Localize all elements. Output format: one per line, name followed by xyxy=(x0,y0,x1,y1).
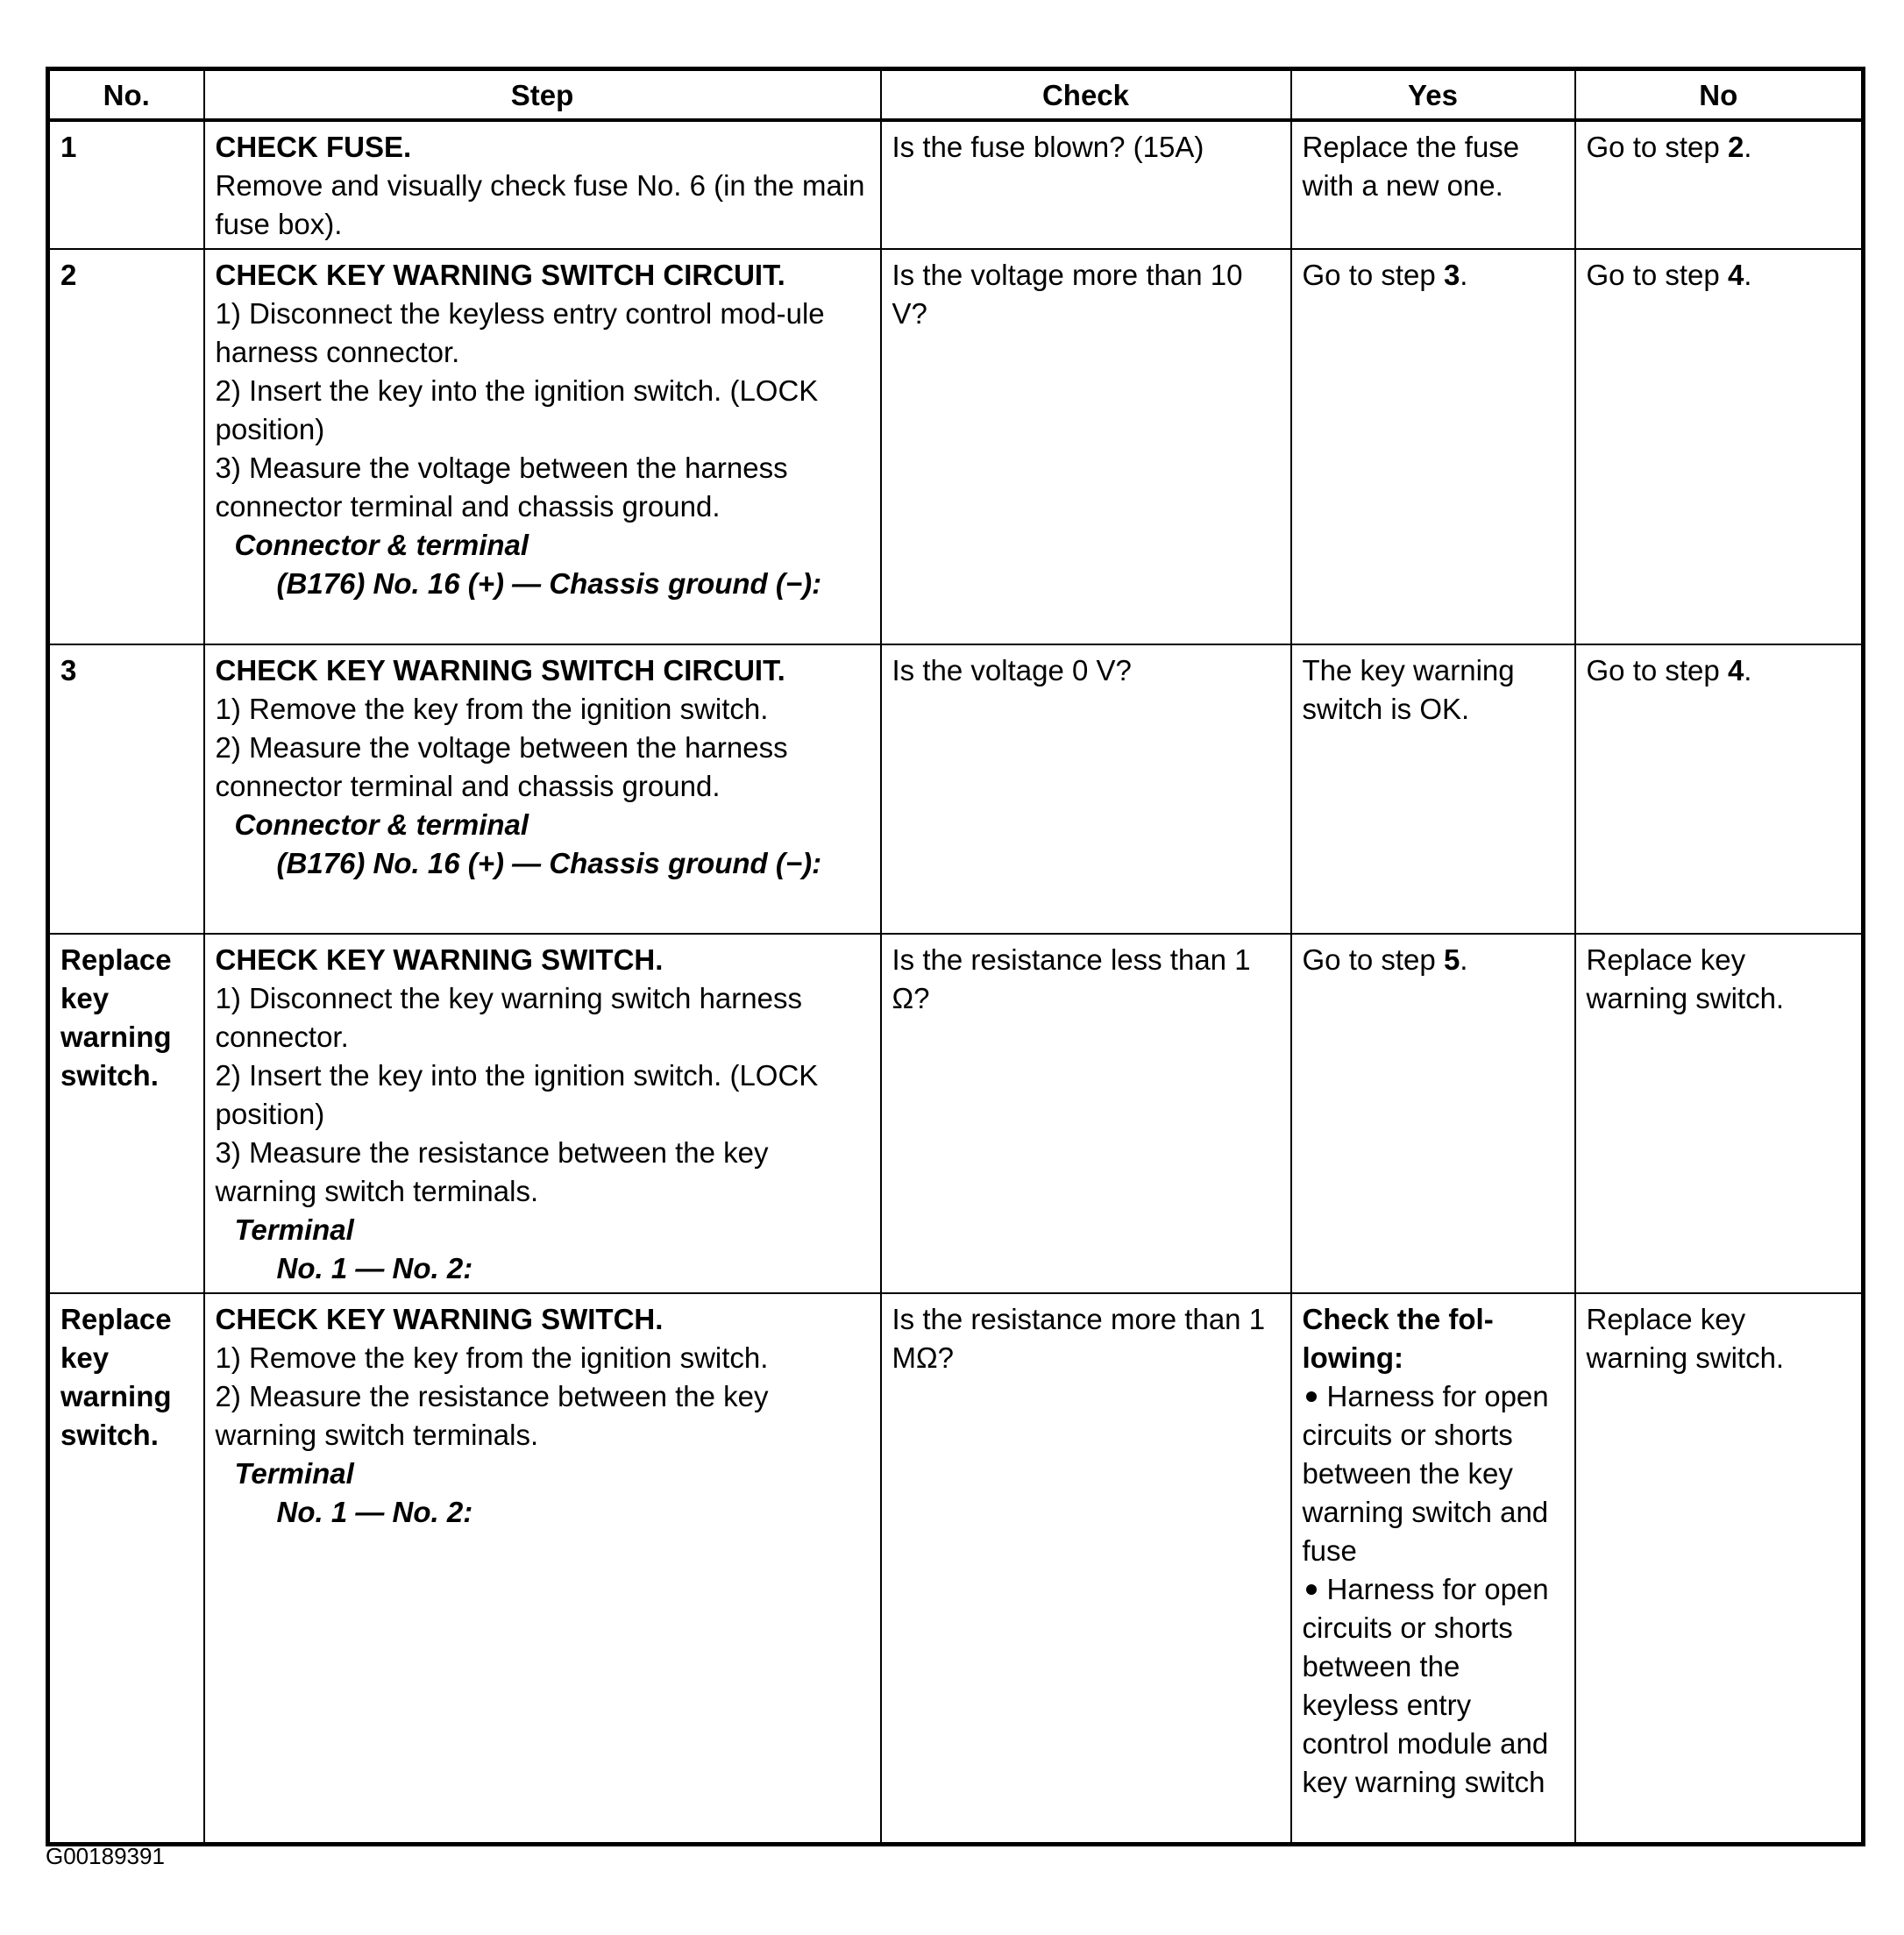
sub-heading: Terminal xyxy=(234,1213,354,1246)
yes-cell: The key warning switch is OK. xyxy=(1291,644,1575,934)
step-line: 2) Insert the key into the ignition switch. (LOCK position) xyxy=(215,374,819,445)
check-cell: Is the resistance more than 1 MΩ? xyxy=(881,1293,1291,1844)
sub-detail: (B176) No. 16 (+) — Chassis ground (−): xyxy=(276,567,822,600)
yes-cell: Replace the fuse with a new one. xyxy=(1291,120,1575,249)
no-cell: Go to step 2. xyxy=(1575,120,1864,249)
check-cell: Is the voltage 0 V? xyxy=(881,644,1291,934)
step-reference: 4 xyxy=(1727,654,1744,686)
sub-detail: (B176) No. 16 (+) — Chassis ground (−): xyxy=(276,847,822,879)
yes-cell: Go to step 5. xyxy=(1291,934,1575,1293)
check-cell: Is the fuse blown? (15A) xyxy=(881,120,1291,249)
step-reference: 4 xyxy=(1727,259,1744,291)
sub-heading: Connector & terminal xyxy=(234,808,529,841)
step-line: 2) Measure the resistance between the key warning switch terminals. xyxy=(215,1380,769,1451)
row-number: 2 xyxy=(48,249,204,644)
step-line: 2) Insert the key into the ignition switch. (LOCK position) xyxy=(215,1059,819,1130)
check-cell: Is the resistance less than 1 Ω? xyxy=(881,934,1291,1293)
step-title: CHECK KEY WARNING SWITCH CIRCUIT. xyxy=(215,654,785,686)
table-row xyxy=(48,249,1864,644)
step-line: 1) Disconnect the keyless entry control mod-ule harness connector. xyxy=(215,297,825,368)
step-title: CHECK KEY WARNING SWITCH CIRCUIT. xyxy=(215,259,785,291)
yes-cell: Go to step 3. xyxy=(1291,249,1575,644)
no-cell: Go to step 4. xyxy=(1575,249,1864,644)
bullet-icon xyxy=(1306,1391,1317,1402)
sub-detail: No. 1 — No. 2: xyxy=(276,1252,473,1284)
header-step: Step xyxy=(204,69,881,121)
step-reference: 5 xyxy=(1443,943,1460,976)
step-cell xyxy=(204,1293,881,1844)
step-line: 2) Measure the voltage between the harness connector terminal and chassis ground. xyxy=(215,731,788,802)
figure-id: G00189391 xyxy=(46,1843,165,1869)
header-no-result: No xyxy=(1575,69,1864,121)
step-title: CHECK KEY WARNING SWITCH. xyxy=(215,1303,664,1335)
row-number: Replace key warning switch. xyxy=(48,1293,204,1844)
bullet-icon xyxy=(1306,1584,1317,1595)
table-row xyxy=(48,1293,1864,1844)
table-row xyxy=(48,934,1864,1293)
step-title: CHECK KEY WARNING SWITCH. xyxy=(215,943,664,976)
yes-title: Check the fol-lowing: xyxy=(1302,1303,1494,1374)
step-line: 3) Measure the resistance between the key warning switch terminals. xyxy=(215,1136,769,1207)
row-number: 3 xyxy=(48,644,204,934)
row-number: 1 xyxy=(48,120,204,249)
table-row xyxy=(48,120,1864,249)
step-line: Remove and visually check fuse No. 6 (in the main fuse box). xyxy=(215,169,865,240)
header-yes: Yes xyxy=(1291,69,1575,121)
step-title: CHECK FUSE. xyxy=(215,131,412,163)
check-cell: Is the voltage more than 10 V? xyxy=(881,249,1291,644)
step-cell xyxy=(204,120,881,249)
step-line: 3) Measure the voltage between the harness connector terminal and chassis ground. xyxy=(215,452,788,523)
no-cell: Replace key warning switch. xyxy=(1575,934,1864,1293)
diagnostic-table xyxy=(46,67,1865,1846)
header-no: No. xyxy=(48,69,204,121)
yes-cell xyxy=(1291,1293,1575,1844)
bullet-item: Harness for open circuits or shorts between the key warning switch and fuse xyxy=(1302,1380,1549,1567)
sub-detail: No. 1 — No. 2: xyxy=(276,1496,473,1528)
bullet-item: Harness for open circuits or shorts between the keyless entry control module and key warning switch xyxy=(1302,1573,1549,1798)
step-cell xyxy=(204,249,881,644)
step-line: 1) Remove the key from the ignition switch. xyxy=(215,693,769,725)
header-row xyxy=(48,69,1864,121)
header-check: Check xyxy=(881,69,1291,121)
sub-heading: Connector & terminal xyxy=(234,529,529,561)
step-line: 1) Disconnect the key warning switch harness connector. xyxy=(215,982,802,1053)
step-cell xyxy=(204,644,881,934)
no-cell: Replace key warning switch. xyxy=(1575,1293,1864,1844)
step-reference: 3 xyxy=(1443,259,1460,291)
no-cell: Go to step 4. xyxy=(1575,644,1864,934)
step-reference: 2 xyxy=(1727,131,1744,163)
step-cell xyxy=(204,934,881,1293)
table-row xyxy=(48,644,1864,934)
row-number: Replace key warning switch. xyxy=(48,934,204,1293)
step-line: 1) Remove the key from the ignition switch. xyxy=(215,1341,769,1374)
sub-heading: Terminal xyxy=(234,1457,354,1490)
